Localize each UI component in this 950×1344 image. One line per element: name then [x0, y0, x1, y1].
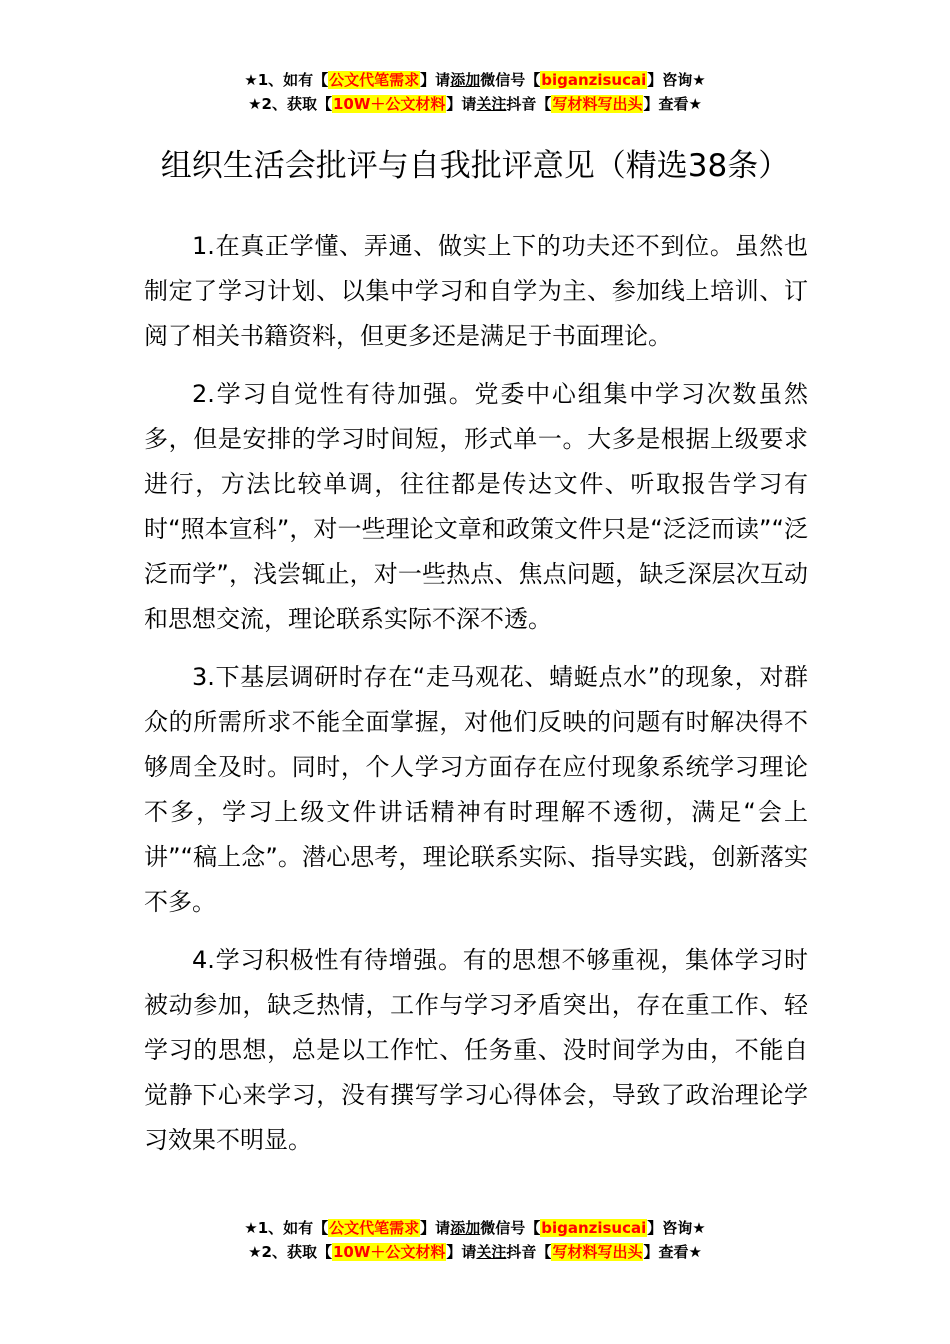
paragraph: 4.学习积极性有待增强。有的思想不够重视，集体学习时被动参加，缺乏热情，工作与学习矛盾突出，存在重工作、轻学习的思想，总是以工作忙、任务重、没时间学为由，不能自觉静下心来学习，没有撰写学习心得体会，导致了政治理论学习效果不明显。: [144, 946, 808, 1154]
banner-underlined-text: 关注: [476, 95, 507, 113]
paragraph: 3.下基层调研时存在“走马观花、蜻蜓点水”的现象，对群众的所需所求不能全面掌握，对他们反映的问题有时解决得不够周全及时。同时，个人学习方面存在应付现象系统学习理论不多，学习上级文件讲话精神有时理解不透彻，满足“会上讲”“稿上念”。潜心思考，理论联系实际、指导实践，创新落实不多。: [144, 663, 808, 916]
banner-text: 】请: [446, 95, 477, 113]
document-body: [144, 224, 808, 1176]
banner-highlight: biganzisucai: [541, 1219, 647, 1237]
paragraph: 1.在真正学懂、弄通、做实上下的功夫还不到位。虽然也制定了学习计划、以集中学习和自学为主、参加线上培训、订阅了相关书籍资料，但更多还是满足于书面理论。: [144, 232, 808, 350]
banner-highlight: 公文代笔需求: [329, 71, 420, 89]
banner-text: 抖音【: [506, 1243, 552, 1261]
banner-text: ★1、如有【: [244, 71, 329, 89]
banner-underlined-text: 添加: [450, 1219, 481, 1237]
banner-underlined-text: 添加: [450, 71, 481, 89]
banner-highlight: 写材料写出头: [552, 95, 643, 113]
banner-text: 】咨询★: [647, 1219, 706, 1237]
banner-line-1: [0, 1216, 950, 1240]
banner-text: 】查看★: [643, 95, 702, 113]
banner-highlight: 10W＋公文材料: [332, 95, 446, 113]
banner-text: 抖音【: [506, 95, 552, 113]
banner-text: 微信号【: [480, 1219, 541, 1237]
header-banner: [0, 68, 950, 116]
banner-text: ★2、获取【: [248, 1243, 332, 1261]
banner-text: ★1、如有【: [244, 1219, 329, 1237]
banner-line-1: [0, 68, 950, 92]
banner-text: 】请: [420, 71, 451, 89]
banner-line-2: [0, 92, 950, 116]
banner-line-2: [0, 1240, 950, 1264]
banner-text: ★2、获取【: [248, 95, 332, 113]
banner-text: 微信号【: [480, 71, 541, 89]
banner-text: 】查看★: [643, 1243, 702, 1261]
banner-text: 】请: [446, 1243, 477, 1261]
banner-highlight: 公文代笔需求: [329, 1219, 420, 1237]
banner-highlight: 写材料写出头: [552, 1243, 643, 1261]
document-title: 组织生活会批评与自我批评意见（精选38条）: [160, 147, 790, 184]
banner-highlight: biganzisucai: [541, 71, 647, 89]
banner-underlined-text: 关注: [476, 1243, 507, 1261]
banner-highlight: 10W＋公文材料: [332, 1243, 446, 1261]
footer-banner: [0, 1216, 950, 1264]
banner-text: 】请: [420, 1219, 451, 1237]
paragraph: 2.学习自觉性有待加强。党委中心组集中学习次数虽然多，但是安排的学习时间短，形式单一。大多是根据上级要求进行，方法比较单调，往往都是传达文件、听取报告学习有时“照本宣科”，对一些理论文章和政策文件只是“泛泛而读”“泛泛而学”，浅尝辄止，对一些热点、焦点问题，缺乏深层次互动和思想交流，理论联系实际不深不透。: [144, 380, 808, 633]
banner-text: 】咨询★: [647, 71, 706, 89]
